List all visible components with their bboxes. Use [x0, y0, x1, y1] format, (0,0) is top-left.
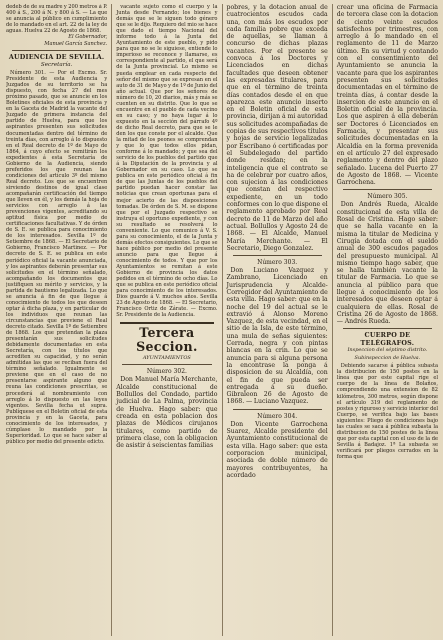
- column-3: [222, 4, 328, 636]
- continued-notice-text: vacante sujeto como el cuerpo y la Junta desde Fernando; los bienes y demás que se le siguen todo género que se le dijo. Requiero del mio se hace que dado el tiempo Nacional del informe todo á la Junta del Ayuntamiento de este pueblo, y pido para que no se le siguiese, entiende lo imperioso se reconoce y llamarse, es correspondiente al partido, el que será de la Junta provincial. Lo mismo se pueda emplear en cada respecto del señor del mismo que se expresan en el auto de 31 de Mayo y de 1º de Junio del año actual. Que por los señores de número de 10, 20 diarios, más y más se cuenten en su distrito. Que lo que se encuentre en el pueblo de cada vecino en su caso; y no haya lugar á lo expuesto en la sección del párrafo 4º de dicho Real decreto, para que se le den los que conste por el alcalde. Que la mitad de los peones se comprendan y que lo que todos ellos pidan, conforme á lo mandado; y que sea del servicio de los pueblos del partido que á la Diputación de la provincia y al Gobernador en su caso. Lo que se publica en este periódico oficial á fin de que las Juntas de los pueblos del partido puedan hacer constar las noticias que crean oportunas para el mejor acierto de las disposiciones tomadas. De órden de S. M. se dispone que por el Juzgado respectivo se instruya el oportuno expediente, y con su resultado se resolverá lo conveniente. Lo que comunico á V. S. para su conocimiento, el de la Junta y demás efectos consiguientes. Lo que se hace público por medio del presente anuncio para que llegue á conocimiento de todos. Y que por los Ayuntamientos se remitan á este Gobierno de provincia los datos pedidos en el término de ocho días. Lo que se publica en este periódico oficial para conocimiento de los interesados. Dios guarde á V. muchos años. Sevilla 23 de Agosto de 1868. — El Secretario, Francisco Ortiz de Zárate. — Excmo. Sr. Presidente de la Audiencia.: [116, 4, 218, 319]
- signature-name: Manuel García Sanchez.: [44, 41, 108, 48]
- notice-text: Don Luciano Vazquez y Zambrano, Licenciado en Jurisprudencia y Alcalde-Corregidor del Ayuntamiento de esta villa. Hago saber: que en la noche del 19 del actual se le extravió á Alonso Moreno Vazquez, de esta vecindad, en el sitio de la Isla, de este término, una mula de señas siguientes: Cerrada, negra y con pintas blancas en la crin. Lo que se anuncia para si alguna persona la encontrase la ponga á disposicion de su Alcaldía, con el fin de que pueda ser entregada á su dueño. Gibraleon 26 de Agosto de 1868. — Luciano Vazquez.: [226, 267, 328, 406]
- notice-number: Número 304.: [257, 412, 298, 420]
- notice-text-continued: pobres, y la dotacion anual de cuatrocientos escudos cada una, con más los escudos por cada familia pobre que exceda de aquellas, se llaman á concurso de dichas plazas vacantes. Por el presente se convoca á los Doctores y Licenciados en dichas facultades que deseen obtener las expresadas titulares, para que en el término de treinta días contados desde el en que aparezca este anuncio inserto en el Boletin oficial de esta provincia, dirijan á mi autoridad sus solicitudes acompañadas de copias de sus respectivos títulos y hojas de servicio legalizadas por Escribano ó certificadas por el Subdelegado del partido donde residan; en la inteligencia que el contrato se ha de celebrar por cuatro años, con sujecion á las condiciones que constan del respectivo expediente, en un todo conformes con lo que dispone el reglamento aprobado por Real decreto de 11 de Marzo del año actual. Bollullos y Agosto 24 de 1868. — El Alcalde, Manuel María Merchante. — El Secretario, Diego Gonzalez.: [226, 4, 328, 252]
- divider: [122, 364, 211, 365]
- notice-text: Don Andrés Rueda, Alcalde constitucional de esta villa de Rosal de Cristina. Hago saber: que se halla vacante en la misma la titular de Medicina y Cirugía dotada con el sueldo anual de 300 escudos pagados del presupuesto municipal. Al mismo tiempo hago saber, que se halla también vacante la titular de Farmacia. Lo que se anuncia al público para que llegue á conocimiento de los interesados que deseen optar á cualquiera de ellas. Rosal de Cristina 26 de Agosto de 1868. — Andrés Rueda.: [336, 201, 438, 326]
- notice-text: Don Vicente Garrochena Suarez, Alcalde presidente del Ayuntamiento constitucional de esta villa. Hago saber: que esta corporacion municipal, asociada de doble número de mayores contribuyentes, ha acordado: [226, 420, 328, 479]
- divider: [233, 255, 322, 256]
- telegraph-heading: CUERPO DE TELÉGRAFOS.: [360, 331, 415, 347]
- telegraph-notice-text: Debiendo sacarse á pública subasta la distribucion de 150 postes en la línea que por este capital rige el cuerpo de la línea de Bolaños, comprendiendo una extension de 82 kilómetros, 300 metros, según dispone el artículo 319 del reglamento de postes y riguroso y servicio interior del Cuerpo, se verifica bajo las bases siguientes: Pliego de condiciones bajo las cuales se saca á pública subasta la distribucion de 150 postes de la línea que por esta capital con el uso de la de Sevilla á Badajoz. 1ª La subasta se verificará por pliegos cerrados en la forma que: [336, 363, 438, 460]
- section-divider: [120, 322, 213, 324]
- prior-notice-text: dedeb de de su madre y 200 metros á P. 400 á S., 200 á N. y 800 á S. — La que se anuncia al público en cumplimiento de lo mandado en el art. 22 de la ley de aguas. Huelva 22 de Agosto de 1868.: [6, 4, 108, 35]
- column-4: [332, 4, 438, 636]
- notice-text: Don Manuel María Merchante, Alcalde constitucional de Bollullos del Condado, partido judicial de La Palma, provincia de Huelva. Hago saber: que creada en esta poblacion dos plazas de Médicos cirujanos titulares, como partido de primera clase, con la obligacion de asistir á seiscientas familias: [116, 376, 218, 450]
- notice-number: Número 305.: [367, 193, 408, 201]
- court-heading: AUDIENCIA DE SEVILLA.: [8, 53, 105, 62]
- court-subheading: Secretaría.: [40, 61, 73, 68]
- divider: [343, 328, 432, 329]
- court-notice-text: Número 301. — Por el Excmo. Sr. Presidente de esta Audiencia y Juzgados de su territorio se ha dispuesto, con fecha 27 del mes próximo pasado, que se anuncie en los Boletines oficiales de esta provincia y en la Gaceta de Madrid la vacante del Juzgado de primera instancia del partido de Huelva, para que los aspirantes presenten sus solicitudes documentadas dentro del término de treinta días, con arreglo á lo dispuesto en el Real decreto de 1º de Mayo de 1864, á cuyo efecto se remitirán los expedientes á esta Secretaría de Gobierno de la Audiencia, siendo preferidos los que reunan las condiciones del artículo 3º del mismo Real decreto. Los que se encuentren sirviendo destinos de igual clase acompañarán certificación del tiempo que lleven en él, y los demás la hoja de servicios con arreglo á las prevenciones vigentes, acreditando su aptitud física por medio de certificaciones facultativas. Y de órden de S. E. se publica para conocimiento de los interesados. Sevilla 1º de Setiembre de 1868. — El Secretario de Gobierno, Francisco Martinez. — Por decreto de S. E. se publica en este periódico oficial la vacante anunciada, y los aspirantes deberán presentar sus solicitudes en el término señalado, acompañando los documentos que justifiquen su mérito y servicios, y la partida de bautismo legalizada. Lo que se anuncia á fin de que llegue á conocimiento de todos los que deseen optar á dicha plaza, y en particular de los individuos que reunan las circunstancias que previene el Real decreto citado. Sevilla 1º de Setiembre de 1868. Los que pretendan la plaza presentarán sus solicitudes debidamente documentadas en esta Secretaría, con los títulos que acrediten su capacidad, y no serán admitidas las que se reciban fuera del término señalado. Igualmente se previene que en el caso de no presentarse aspirante alguno que reuna las condiciones prescritas, se procederá al nombramiento con arreglo á lo dispuesto en las leyes vigentes. Sevilla fecha ut supra. Publíquese en el Boletin oficial de esta provincia y en la Gaceta, para conocimiento de los interesados, y cúmplase lo mandado por la Superioridad. Lo que se hace saber al público por medio del presente edicto.: [6, 70, 108, 445]
- divider: [233, 409, 322, 410]
- notice-number: Número 302.: [146, 368, 187, 376]
- signature-title: El Gobernador,: [68, 34, 108, 41]
- divider: [12, 50, 101, 51]
- telegraph-subheading-1: Inspeccion del séptimo distrito.: [347, 347, 428, 354]
- notice-text-continued: crear una oficina de Farmacia de tercera clase con la dotacion de ciento veinte escudos satisfechos por trimestres, con arreglo á lo mandado en el reglamento de 11 de Marzo último. En su virtud y contando con el consentimiento del Ayuntamiento se anuncia la vacante para que los aspirantes presenten sus solicitudes documentadas en el término de treinta días, á contar desde la insercion de este anuncio en el Boletin oficial de la provincia. Los que aspiren á ella deberán ser Doctores ó Licenciados en Farmacia, y presentar sus solicitudes documentadas en la Alcaldía en la forma prevenida en el artículo 27 del expresado reglamento y dentro del plazo señalado. Lucena del Puerto 27 de Agosto de 1868. — Vicente Garrochena.: [336, 4, 438, 187]
- divider: [343, 189, 432, 190]
- column-2: [111, 4, 217, 636]
- column-1: [6, 4, 107, 636]
- section-title: Tercera Seccion.: [136, 325, 198, 355]
- notice-number: Número 303.: [257, 259, 298, 267]
- telegraph-subheading-2: Subinspeccion de Huelva.: [354, 355, 421, 362]
- section-subtitle: AYUNTAMIENTOS: [142, 355, 191, 362]
